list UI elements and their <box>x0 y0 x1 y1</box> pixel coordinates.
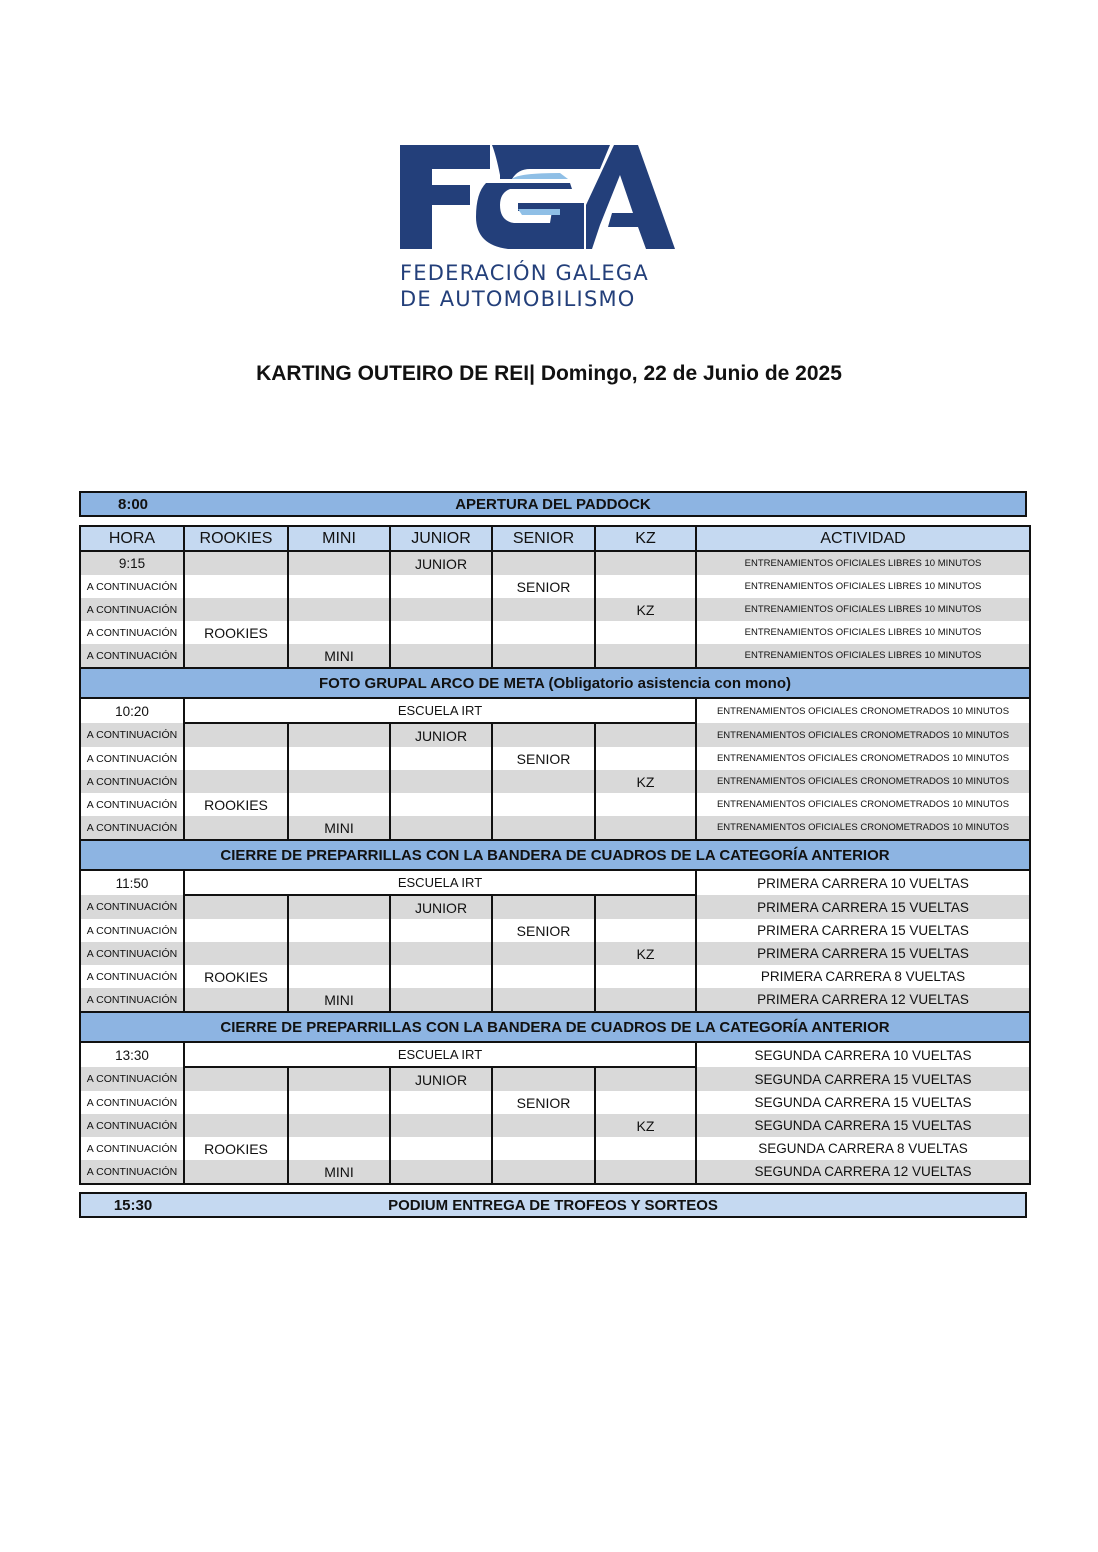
cell-hora: A CONTINUACIÓN <box>80 1160 184 1184</box>
cell-actividad: ENTRENAMIENTOS OFICIALES LIBRES 10 MINUTOS <box>696 551 1030 575</box>
cell-actividad: SEGUNDA CARRERA 15 VUELTAS <box>696 1067 1030 1091</box>
cell-hora: A CONTINUACIÓN <box>80 723 184 747</box>
cell-actividad: PRIMERA CARRERA 15 VUELTAS <box>696 919 1030 942</box>
cell-mini <box>288 575 390 598</box>
closing-time: 15:30 <box>113 1196 153 1214</box>
cell-mini <box>288 723 390 747</box>
cell-actividad: SEGUNDA CARRERA 8 VUELTAS <box>696 1137 1030 1160</box>
cell-actividad: SEGUNDA CARRERA 10 VUELTAS <box>696 1042 1030 1067</box>
fga-logo <box>400 145 675 315</box>
cell-actividad: SEGUNDA CARRERA 15 VUELTAS <box>696 1114 1030 1137</box>
table-row <box>80 1091 1030 1114</box>
col-header-rookies: ROOKIES <box>184 526 288 551</box>
cell-senior <box>492 621 595 644</box>
cell-rookies <box>184 1067 288 1091</box>
cell-hora: A CONTINUACIÓN <box>80 598 184 621</box>
cell-hora: 11:50 <box>80 870 184 895</box>
cell-junior <box>390 793 492 816</box>
cell-senior <box>492 988 595 1012</box>
cell-mini <box>288 551 390 575</box>
cell-kz <box>595 793 696 816</box>
cell-kz <box>595 816 696 840</box>
table-row <box>80 942 1030 965</box>
cell-hora: A CONTINUACIÓN <box>80 942 184 965</box>
cell-hora: A CONTINUACIÓN <box>80 644 184 668</box>
cell-rookies: ROOKIES <box>184 1137 288 1160</box>
table-row <box>80 551 1030 575</box>
cell-rookies <box>184 919 288 942</box>
col-header-actividad: ACTIVIDAD <box>696 526 1030 551</box>
cell-mini <box>288 770 390 793</box>
section-row-cierre-1 <box>80 840 1030 870</box>
cell-actividad: ENTRENAMIENTOS OFICIALES LIBRES 10 MINUTOS <box>696 575 1030 598</box>
cell-rookies <box>184 598 288 621</box>
table-row <box>80 1042 1030 1067</box>
cell-kz <box>595 551 696 575</box>
cell-actividad: ENTRENAMIENTOS OFICIALES CRONOMETRADOS 10 MINUTOS <box>696 723 1030 747</box>
cell-senior <box>492 723 595 747</box>
cell-junior <box>390 816 492 840</box>
cell-mini: MINI <box>288 988 390 1012</box>
cell-hora: A CONTINUACIÓN <box>80 919 184 942</box>
cell-senior <box>492 1137 595 1160</box>
table-row <box>80 919 1030 942</box>
cell-mini <box>288 1067 390 1091</box>
opening-time: 8:00 <box>117 495 149 513</box>
cell-junior <box>390 575 492 598</box>
cell-junior <box>390 598 492 621</box>
cell-mini: MINI <box>288 816 390 840</box>
cell-senior <box>492 1160 595 1184</box>
col-header-senior: SENIOR <box>492 526 595 551</box>
cell-kz: KZ <box>595 1114 696 1137</box>
table-row <box>80 1137 1030 1160</box>
table-row <box>80 988 1030 1012</box>
logo-line-1: FEDERACIÓN GALEGA <box>400 261 649 285</box>
section-cierre-label: CIERRE DE PREPARRILLAS CON LA BANDERA DE CUADROS DE LA CATEGORÍA ANTERIOR <box>80 1012 1030 1042</box>
cell-junior <box>390 1160 492 1184</box>
col-header-junior: JUNIOR <box>390 526 492 551</box>
cell-junior: JUNIOR <box>390 895 492 919</box>
cell-actividad: SEGUNDA CARRERA 15 VUELTAS <box>696 1091 1030 1114</box>
cell-senior <box>492 551 595 575</box>
cell-actividad: PRIMERA CARRERA 12 VUELTAS <box>696 988 1030 1012</box>
cell-junior: JUNIOR <box>390 1067 492 1091</box>
schedule-table <box>79 525 1031 1185</box>
fga-logo-mark-icon <box>400 145 675 255</box>
cell-rookies <box>184 1160 288 1184</box>
cell-senior: SENIOR <box>492 919 595 942</box>
table-row <box>80 895 1030 919</box>
section-foto-label: FOTO GRUPAL ARCO DE META (Obligatorio asistencia con mono) <box>80 668 1030 698</box>
cell-senior <box>492 942 595 965</box>
cell-senior <box>492 1114 595 1137</box>
cell-senior <box>492 598 595 621</box>
cell-actividad: PRIMERA CARRERA 8 VUELTAS <box>696 965 1030 988</box>
cell-rookies <box>184 1114 288 1137</box>
cell-senior <box>492 1067 595 1091</box>
cell-senior <box>492 816 595 840</box>
cell-junior <box>390 1114 492 1137</box>
cell-hora: A CONTINUACIÓN <box>80 895 184 919</box>
cell-actividad: ENTRENAMIENTOS OFICIALES LIBRES 10 MINUTOS <box>696 644 1030 668</box>
table-row <box>80 965 1030 988</box>
cell-actividad: ENTRENAMIENTOS OFICIALES CRONOMETRADOS 10 MINUTOS <box>696 793 1030 816</box>
cell-kz <box>595 575 696 598</box>
cell-actividad: ENTRENAMIENTOS OFICIALES CRONOMETRADOS 10 MINUTOS <box>696 698 1030 723</box>
cell-kz <box>595 1067 696 1091</box>
table-row <box>80 575 1030 598</box>
cell-junior <box>390 770 492 793</box>
cell-mini <box>288 1137 390 1160</box>
cell-kz: KZ <box>595 598 696 621</box>
closing-bar <box>79 1192 1027 1218</box>
cell-actividad: ENTRENAMIENTOS OFICIALES CRONOMETRADOS 10 MINUTOS <box>696 770 1030 793</box>
cell-rookies <box>184 1091 288 1114</box>
table-row <box>80 698 1030 723</box>
cell-mini <box>288 965 390 988</box>
cell-escuela-irt: ESCUELA IRT <box>184 698 696 723</box>
cell-kz <box>595 621 696 644</box>
table-row <box>80 793 1030 816</box>
closing-label: PODIUM ENTREGA DE TROFEOS Y SORTEOS <box>388 1196 718 1214</box>
cell-rookies: ROOKIES <box>184 965 288 988</box>
cell-junior <box>390 988 492 1012</box>
cell-mini <box>288 598 390 621</box>
cell-escuela-irt: ESCUELA IRT <box>184 1042 696 1067</box>
col-header-kz: KZ <box>595 526 696 551</box>
cell-rookies <box>184 988 288 1012</box>
cell-junior <box>390 942 492 965</box>
cell-escuela-irt: ESCUELA IRT <box>184 870 696 895</box>
col-header-hora: HORA <box>80 526 184 551</box>
cell-mini: MINI <box>288 1160 390 1184</box>
opening-bar <box>79 491 1027 517</box>
cell-rookies <box>184 551 288 575</box>
cell-junior: JUNIOR <box>390 551 492 575</box>
table-row <box>80 621 1030 644</box>
section-row-foto <box>80 668 1030 698</box>
cell-hora: A CONTINUACIÓN <box>80 1091 184 1114</box>
cell-junior: JUNIOR <box>390 723 492 747</box>
cell-rookies: ROOKIES <box>184 621 288 644</box>
cell-hora: A CONTINUACIÓN <box>80 621 184 644</box>
cell-actividad: PRIMERA CARRERA 15 VUELTAS <box>696 942 1030 965</box>
table-row <box>80 816 1030 840</box>
cell-junior <box>390 1137 492 1160</box>
table-row <box>80 598 1030 621</box>
cell-hora: A CONTINUACIÓN <box>80 770 184 793</box>
cell-kz <box>595 1137 696 1160</box>
cell-rookies <box>184 816 288 840</box>
cell-kz: KZ <box>595 942 696 965</box>
cell-rookies <box>184 747 288 770</box>
cell-rookies <box>184 942 288 965</box>
cell-kz <box>595 747 696 770</box>
cell-junior <box>390 965 492 988</box>
cell-hora: A CONTINUACIÓN <box>80 747 184 770</box>
cell-hora: A CONTINUACIÓN <box>80 1114 184 1137</box>
cell-kz <box>595 919 696 942</box>
cell-senior <box>492 770 595 793</box>
table-row <box>80 770 1030 793</box>
cell-kz <box>595 1091 696 1114</box>
cell-mini <box>288 621 390 644</box>
cell-mini <box>288 942 390 965</box>
cell-junior <box>390 644 492 668</box>
cell-junior <box>390 1091 492 1114</box>
cell-mini: MINI <box>288 644 390 668</box>
col-header-mini: MINI <box>288 526 390 551</box>
page-title: KARTING OUTEIRO DE REI| Domingo, 22 de Junio de 2025 <box>256 362 842 385</box>
cell-senior <box>492 793 595 816</box>
cell-junior <box>390 621 492 644</box>
cell-hora: A CONTINUACIÓN <box>80 1067 184 1091</box>
cell-junior <box>390 747 492 770</box>
cell-senior: SENIOR <box>492 747 595 770</box>
cell-actividad: ENTRENAMIENTOS OFICIALES CRONOMETRADOS 10 MINUTOS <box>696 816 1030 840</box>
cell-kz <box>595 895 696 919</box>
cell-senior <box>492 965 595 988</box>
cell-senior <box>492 895 595 919</box>
table-row <box>80 870 1030 895</box>
cell-rookies: ROOKIES <box>184 793 288 816</box>
cell-kz: KZ <box>595 770 696 793</box>
cell-actividad: PRIMERA CARRERA 10 VUELTAS <box>696 870 1030 895</box>
table-row <box>80 1160 1030 1184</box>
cell-senior: SENIOR <box>492 575 595 598</box>
table-row <box>80 723 1030 747</box>
cell-hora: A CONTINUACIÓN <box>80 965 184 988</box>
cell-actividad: ENTRENAMIENTOS OFICIALES LIBRES 10 MINUTOS <box>696 598 1030 621</box>
cell-kz <box>595 1160 696 1184</box>
cell-kz <box>595 723 696 747</box>
cell-rookies <box>184 575 288 598</box>
section-row-cierre-2 <box>80 1012 1030 1042</box>
cell-actividad: ENTRENAMIENTOS OFICIALES LIBRES 10 MINUTOS <box>696 621 1030 644</box>
cell-mini <box>288 1114 390 1137</box>
cell-kz <box>595 988 696 1012</box>
cell-actividad: PRIMERA CARRERA 15 VUELTAS <box>696 895 1030 919</box>
cell-hora: A CONTINUACIÓN <box>80 816 184 840</box>
cell-hora: A CONTINUACIÓN <box>80 988 184 1012</box>
cell-hora: 13:30 <box>80 1042 184 1067</box>
section-cierre-label: CIERRE DE PREPARRILLAS CON LA BANDERA DE CUADROS DE LA CATEGORÍA ANTERIOR <box>80 840 1030 870</box>
table-row <box>80 1114 1030 1137</box>
cell-hora: 10:20 <box>80 698 184 723</box>
table-row <box>80 644 1030 668</box>
cell-senior <box>492 644 595 668</box>
logo-line-2: DE AUTOMOBILISMO <box>400 287 636 311</box>
table-row <box>80 1067 1030 1091</box>
cell-actividad: ENTRENAMIENTOS OFICIALES CRONOMETRADOS 10 MINUTOS <box>696 747 1030 770</box>
table-header-row <box>80 526 1030 551</box>
cell-kz <box>595 644 696 668</box>
cell-hora: A CONTINUACIÓN <box>80 575 184 598</box>
opening-label: APERTURA DEL PADDOCK <box>455 495 651 513</box>
table-row <box>80 747 1030 770</box>
cell-mini <box>288 747 390 770</box>
cell-mini <box>288 793 390 816</box>
cell-mini <box>288 919 390 942</box>
cell-junior <box>390 919 492 942</box>
cell-hora: 9:15 <box>80 551 184 575</box>
cell-mini <box>288 1091 390 1114</box>
cell-rookies <box>184 895 288 919</box>
cell-rookies <box>184 644 288 668</box>
cell-hora: A CONTINUACIÓN <box>80 1137 184 1160</box>
cell-rookies <box>184 770 288 793</box>
cell-senior: SENIOR <box>492 1091 595 1114</box>
cell-rookies <box>184 723 288 747</box>
cell-actividad: SEGUNDA CARRERA 12 VUELTAS <box>696 1160 1030 1184</box>
cell-mini <box>288 895 390 919</box>
cell-kz <box>595 965 696 988</box>
cell-hora: A CONTINUACIÓN <box>80 793 184 816</box>
